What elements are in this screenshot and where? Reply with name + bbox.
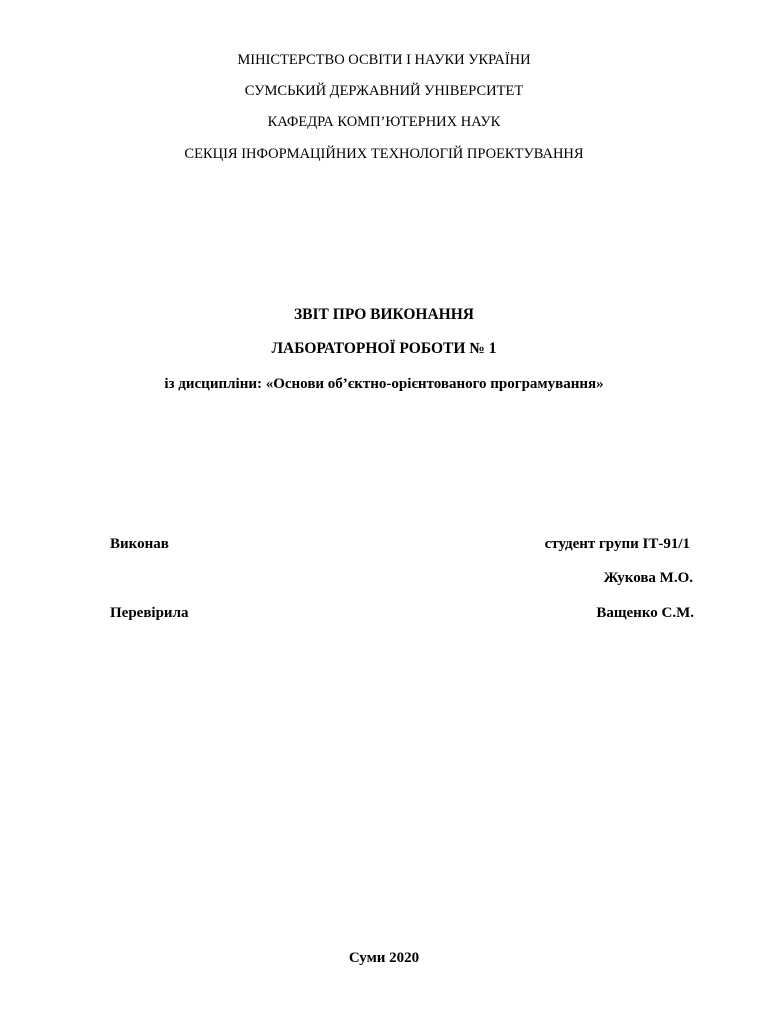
city-year-footer: Суми 2020	[348, 950, 420, 966]
report-title: ЗВІТ ПРО ВИКОНАННЯ	[294, 306, 474, 323]
section-heading: СЕКЦІЯ ІНФОРМАЦІЙНИХ ТЕХНОЛОГІЙ ПРОЕКТУВАННЯ	[184, 146, 584, 162]
discipline-subtitle: із дисципліни: «Основи об’єктно-орієнтованого програмування»	[164, 376, 604, 392]
ministry-heading: МІНІСТЕРСТВО ОСВІТИ І НАУКИ УКРАЇНИ	[237, 52, 531, 68]
department-heading: КАФЕДРА КОМП’ЮТЕРНИХ НАУК	[267, 114, 501, 130]
university-heading: СУМСЬКИЙ ДЕРЖАВНИЙ УНІВЕРСИТЕТ	[244, 83, 524, 99]
performed-label: Виконав	[110, 536, 169, 552]
lab-work-title: ЛАБОРАТОРНОЇ РОБОТИ № 1	[271, 340, 497, 357]
checked-name: Ващенко С.М.	[596, 605, 694, 621]
checked-label: Перевірила	[110, 605, 189, 621]
performed-name: Жукова М.О.	[603, 570, 693, 586]
performed-role: студент групи ІТ-91/1	[544, 536, 690, 552]
